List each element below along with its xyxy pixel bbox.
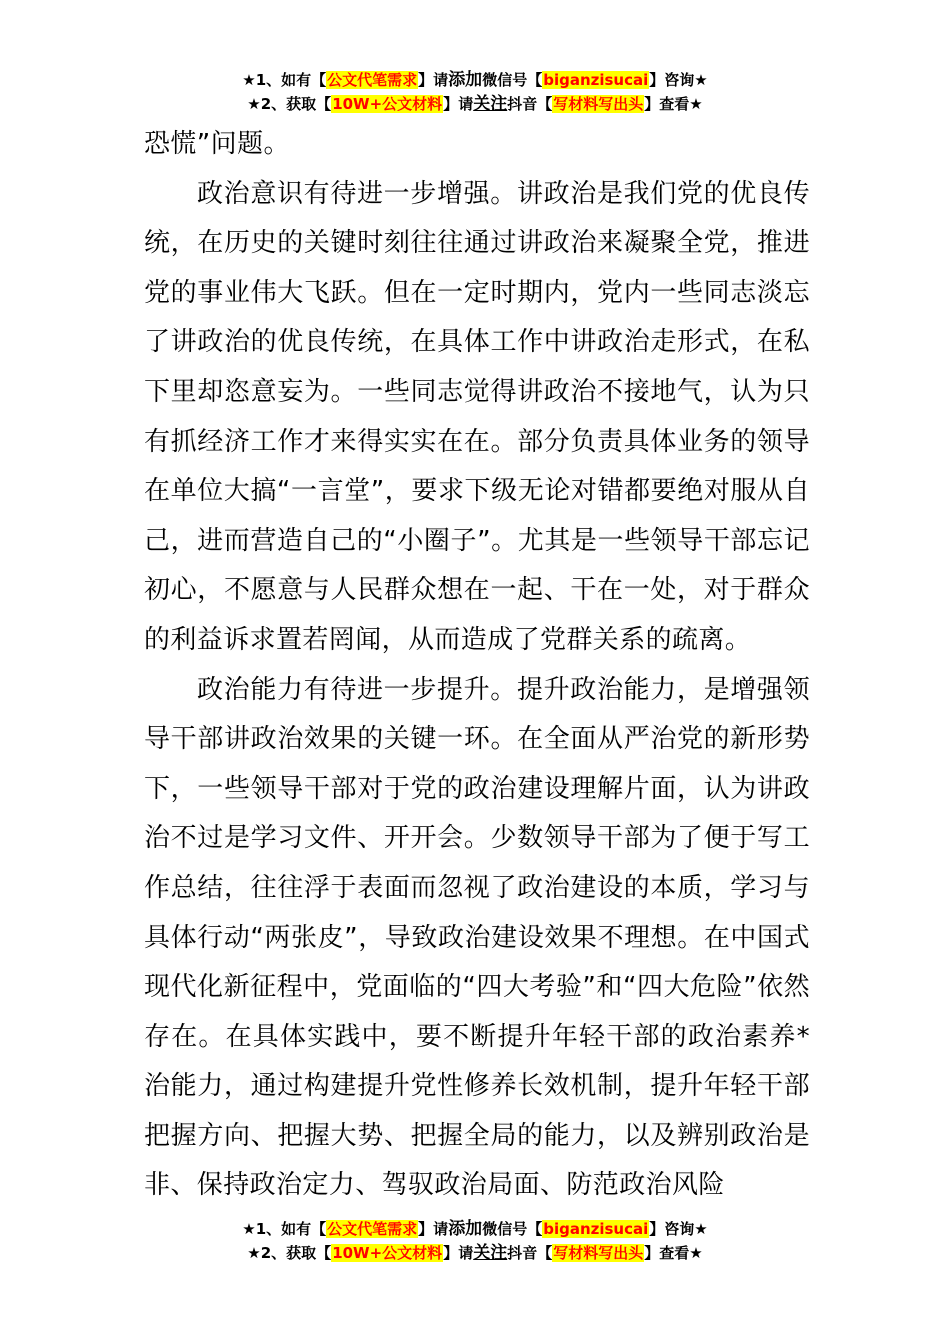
promo-text: 微信号【 (482, 1220, 543, 1238)
promo-text: 】咨询★ (649, 71, 708, 89)
promo-emphasis: 关注 (473, 94, 508, 114)
promo-text: 】咨询★ (649, 1220, 708, 1238)
promo-line-2 (0, 1241, 950, 1265)
promo-text: 】请 (443, 1244, 474, 1262)
promo-highlight: 公文代笔需求 (327, 71, 418, 89)
promo-emphasis: 添加 (448, 70, 483, 90)
promo-text: 】查看★ (644, 95, 703, 113)
paragraph-political-awareness: 政治意识有待进一步增强。讲政治是我们党的优良传统，在历史的关键时刻往往通过讲政治来凝聚全党，推进党的事业伟大飞跃。但在一定时期内，党内一些同志淡忘了讲政治的优良传统，在具体工作中讲政治走形式，在私下里却恣意妄为。一些同志觉得讲政治不接地气，认为只有抓经济工作才来得实实在在。部分负责具体业务的领导在单位大搞“一言堂”，要求下级无论对错都要绝对服从自己，进而营造自己的“小圈子”。尤其是一些领导干部忘记初心，不愿意与人民群众想在一起、干在一处，对于群众的利益诉求置若罔闻，从而造成了党群关系的疏离。 (144, 178, 810, 655)
promo-text: 】请 (443, 95, 474, 113)
document-body (144, 120, 810, 1211)
promo-douyin-id: 写材料写出头 (553, 1244, 644, 1262)
promo-text: 】查看★ (644, 1244, 703, 1262)
promo-text: 】请 (418, 71, 449, 89)
footer-promo-banner (0, 1217, 950, 1265)
promo-text: ★1、如有【 (242, 1220, 327, 1238)
promo-emphasis: 添加 (448, 1219, 483, 1239)
promo-line-1 (0, 1217, 950, 1241)
paragraph-continuation: 恐慌”问题。 (144, 129, 290, 159)
promo-text: 抖音【 (507, 1244, 553, 1262)
promo-line-1 (0, 68, 950, 92)
promo-text: ★2、获取【 (247, 95, 332, 113)
promo-emphasis: 关注 (473, 1243, 508, 1263)
promo-wechat-id: biganzisucai (543, 1220, 649, 1238)
paragraph-political-ability: 政治能力有待进一步提升。提升政治能力，是增强领导干部讲政治效果的关键一环。在全面从严治党的新形势下，一些领导干部对于党的政治建设理解片面，认为讲政治不过是学习文件、开开会。少数领导干部为了便于写工作总结，往往浮于表面而忽视了政治建设的本质，学习与具体行动“两张皮”，导致政治建设效果不理想。在中国式现代化新征程中，党面临的“四大考验”和“四大危险”依然存在。在具体实践中，要不断提升年轻干部的政治素养*治能力，通过构建提升党性修养长效机制，提升年轻干部把握方向、把握大势、把握全局的能力，以及辨别政治是非、保持政治定力、驾驭政治局面、防范政治风险 (144, 674, 810, 1201)
promo-text: 抖音【 (507, 95, 553, 113)
promo-wechat-id: biganzisucai (543, 71, 649, 89)
promo-text: 微信号【 (482, 71, 543, 89)
promo-text: 】请 (418, 1220, 449, 1238)
header-promo-banner (0, 68, 950, 116)
promo-text: ★2、获取【 (247, 1244, 332, 1262)
promo-highlight: 公文代笔需求 (327, 1220, 418, 1238)
promo-text: ★1、如有【 (242, 71, 327, 89)
promo-highlight: 10W+公文材料 (332, 1244, 443, 1262)
promo-highlight: 10W+公文材料 (332, 95, 443, 113)
promo-douyin-id: 写材料写出头 (553, 95, 644, 113)
promo-line-2 (0, 92, 950, 116)
